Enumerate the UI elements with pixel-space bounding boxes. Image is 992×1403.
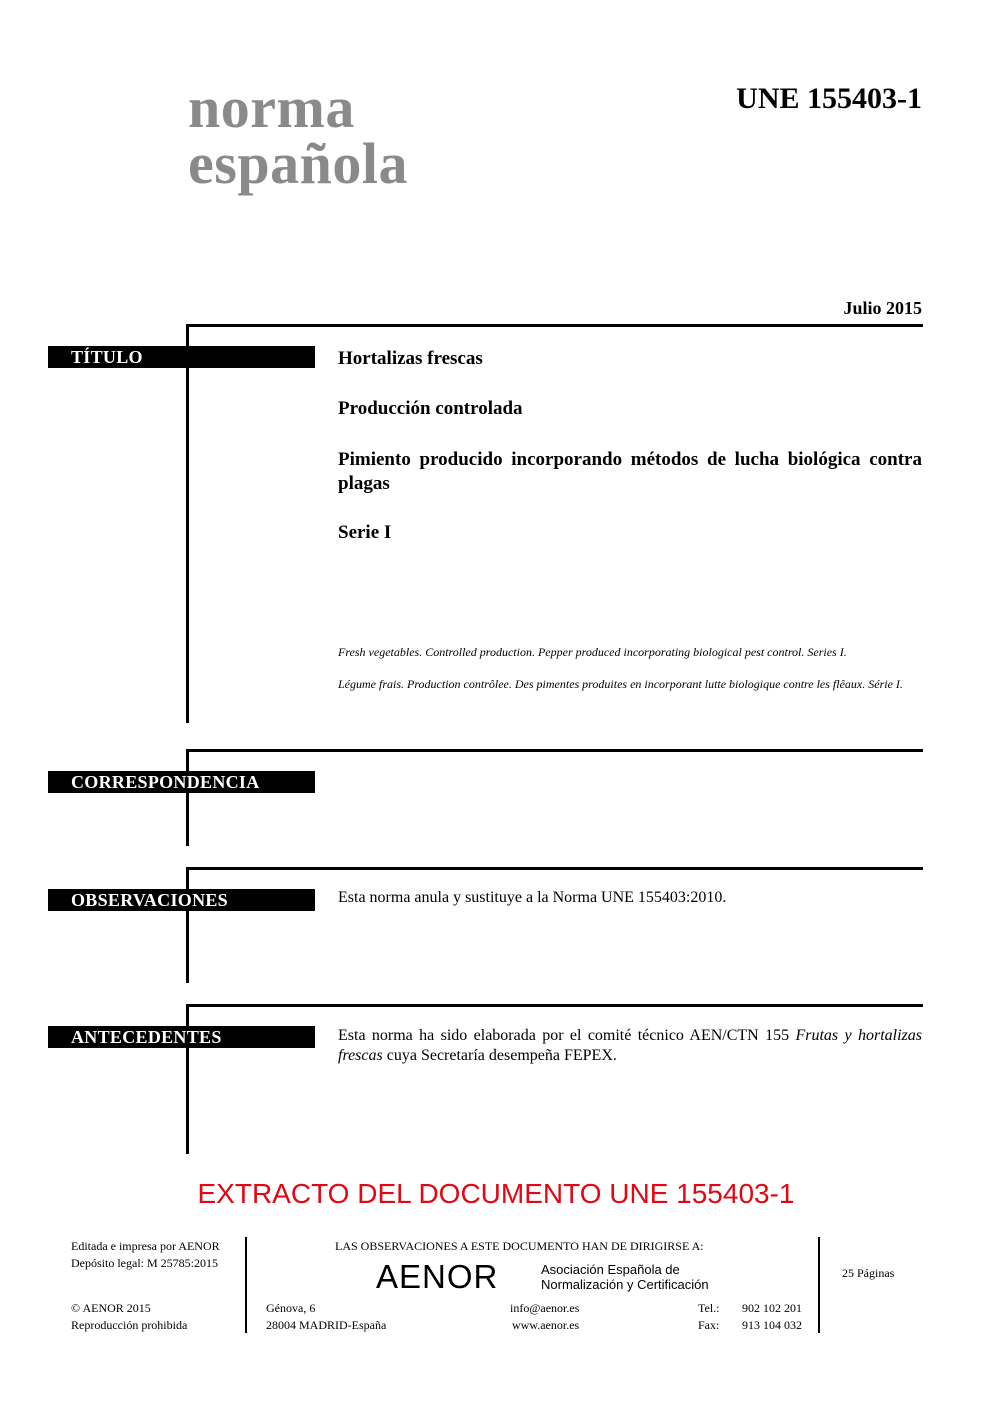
divider-observaciones (188, 867, 923, 870)
footer-fax-label: Fax: (698, 1318, 720, 1332)
extract-watermark: EXTRACTO DEL DOCUMENTO UNE 155403-1 (197, 1178, 795, 1209)
vertical-rule-observaciones (186, 867, 189, 983)
label-antecedentes: ANTECEDENTES (48, 1026, 315, 1048)
footer-editor-block (71, 1238, 220, 1272)
footer-address (266, 1300, 386, 1334)
title-english: Fresh vegetables. Controlled production. Pepper produced incorporating biological pest control. Series I. (338, 645, 847, 659)
footer-email[interactable]: info@aenor.es (510, 1301, 580, 1315)
footer-observaciones-header: LAS OBSERVACIONES A ESTE DOCUMENTO HAN DE DIRIGIRSE A: (335, 1239, 704, 1253)
antecedentes-text-end: cuya Secretaría desempeña FEPEX. (382, 1047, 617, 1064)
antecedentes-text (338, 1026, 922, 1066)
brand-line-2: española (188, 131, 408, 196)
divider-titulo (188, 324, 923, 327)
title-line-1: Hortalizas frescas (338, 348, 483, 369)
aenor-logo-sub-1: Asociación Española de (541, 1262, 680, 1277)
vertical-rule-correspondencia (186, 749, 189, 846)
vertical-rule-titulo (186, 324, 189, 723)
footer-tel-label: Tel.: (698, 1301, 720, 1315)
publication-date: Julio 2015 (843, 298, 922, 318)
footer-contact-phone (698, 1300, 802, 1334)
brand-title (188, 75, 408, 196)
aenor-logo-subtitle (541, 1262, 709, 1292)
footer-reproduccion: Reproducción prohibida (71, 1318, 188, 1332)
footer-fax: 913 104 032 (742, 1318, 802, 1332)
label-correspondencia: CORRESPONDENCIA (48, 771, 315, 793)
footer-divider-right (818, 1237, 820, 1333)
footer-deposito: Depósito legal: M 25785:2015 (71, 1256, 218, 1270)
footer-tel-row (698, 1300, 802, 1317)
footer-copyright-block (71, 1300, 187, 1334)
footer-address-street: Génova, 6 (266, 1301, 316, 1315)
brand-line-1: norma (188, 75, 355, 140)
title-line-3: Pimiento producido incorporando métodos de lucha biológica contra plagas (338, 449, 922, 494)
footer-web[interactable]: www.aenor.es (512, 1318, 580, 1332)
footer-copyright: © AENOR 2015 (71, 1301, 151, 1315)
document-code: UNE 155403-1 (736, 82, 922, 115)
footer-address-city: 28004 MADRID-España (266, 1318, 387, 1332)
footer-contact-online (510, 1300, 579, 1334)
observaciones-text: Esta norma anula y sustituye a la Norma UNE 155403:2010. (338, 889, 727, 906)
divider-correspondencia (188, 749, 923, 752)
antecedentes-text-start: Esta norma ha sido elaborada por el comité técnico AEN/CTN 155 (338, 1027, 796, 1044)
label-titulo: TÍTULO (48, 346, 315, 368)
title-line-4: Serie I (338, 522, 392, 543)
title-french: Légume frais. Production contrôlee. Des pimentes produites en incorporant lutte biologique contre les flêaux. Série I. (338, 677, 903, 691)
antecedentes-committee-name: Frutas y hortalizas frescas (338, 1027, 922, 1064)
aenor-logo-word: AENOR (376, 1258, 499, 1295)
aenor-logo (376, 1258, 498, 1296)
divider-antecedentes (188, 1004, 923, 1007)
footer-fax-row (698, 1317, 802, 1334)
footer-tel: 902 102 201 (742, 1301, 802, 1315)
footer-editada: Editada e impresa por AENOR (71, 1239, 220, 1253)
aenor-logo-sub-2: Normalización y Certificación (541, 1277, 709, 1292)
footer-divider-left (245, 1237, 247, 1333)
label-observaciones: OBSERVACIONES (48, 889, 315, 911)
footer-page-count: 25 Páginas (842, 1266, 895, 1280)
title-line-2: Producción controlada (338, 398, 523, 419)
